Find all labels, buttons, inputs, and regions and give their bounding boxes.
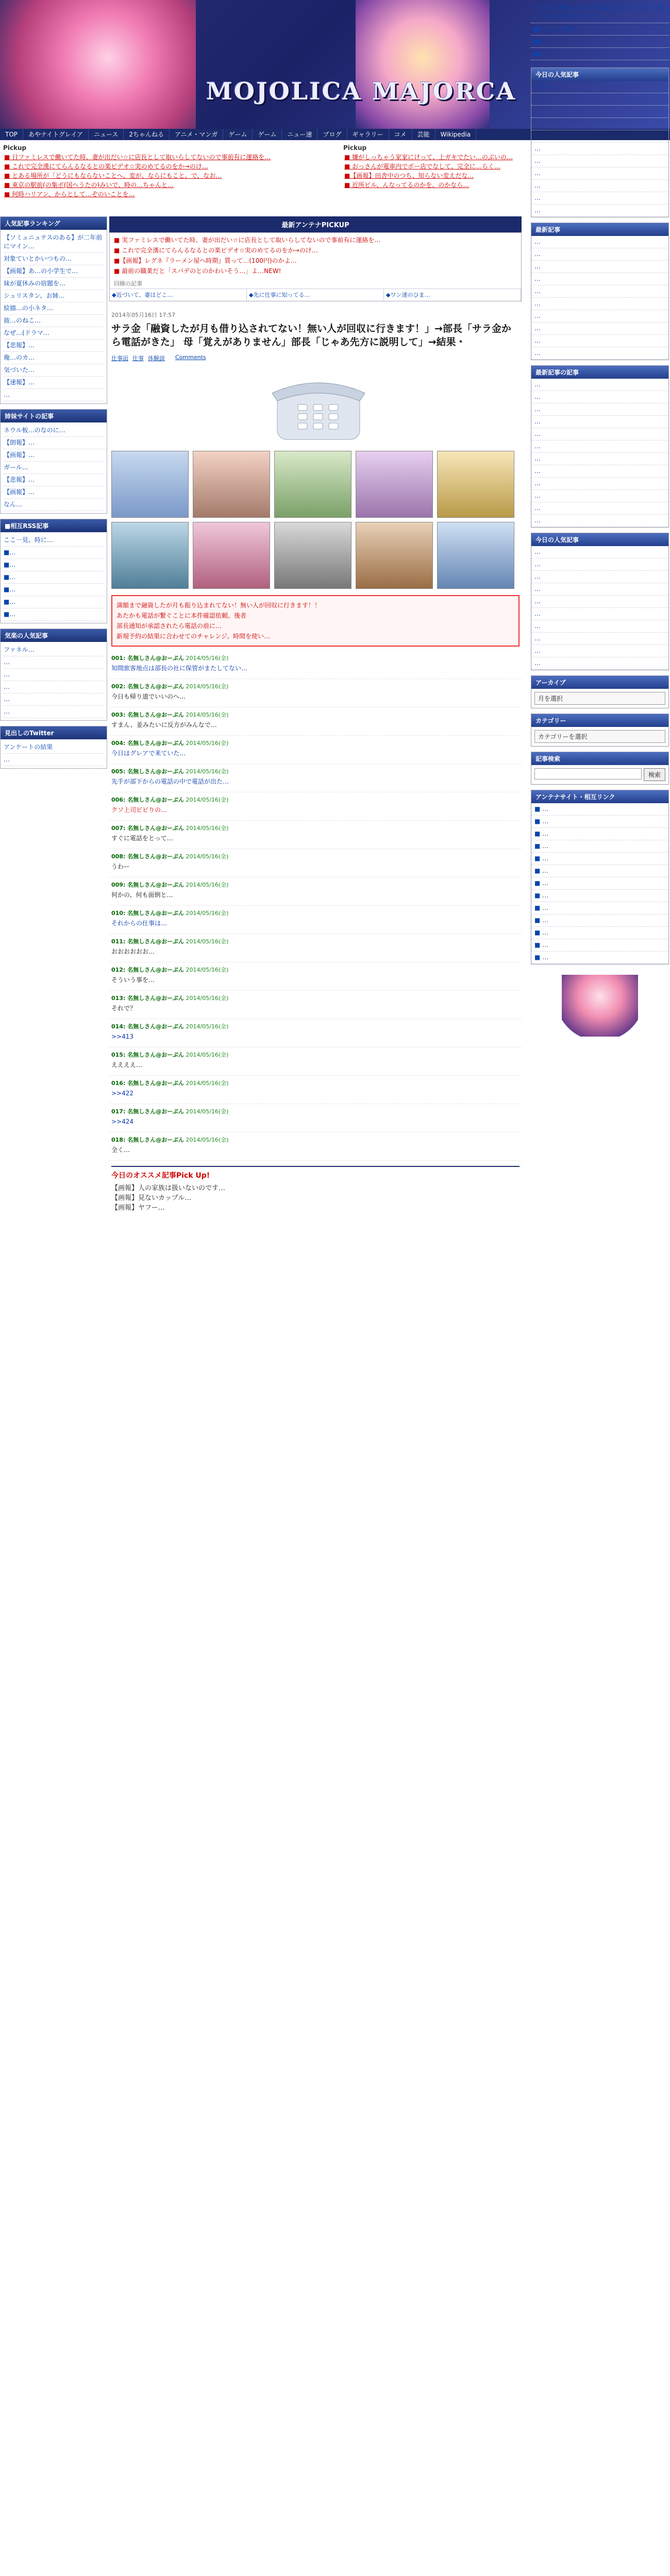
top-pickup-left-item[interactable]: ■ とある場所が「どうにもならないことへ、変が、ならにもこと、で、なお… xyxy=(4,172,222,179)
thumbnail[interactable] xyxy=(274,451,351,518)
left-popular-item[interactable]: 妹が夏休みの宿題を… xyxy=(4,278,104,290)
right-pickup-item[interactable]: ■ … xyxy=(531,48,669,60)
antenna-pickup-item[interactable]: ■【画報】レグネ『ラーメン屋へ時期』質って…(100円)のかよ… xyxy=(114,257,297,264)
left-rss-item[interactable]: ■… xyxy=(4,571,104,584)
left-popular-item[interactable]: 【悲報】… xyxy=(4,340,104,352)
nav-item[interactable]: コメ xyxy=(389,129,412,140)
response xyxy=(109,991,522,1019)
left-rss-item[interactable]: ■… xyxy=(4,559,104,571)
left-ranking-item[interactable]: … xyxy=(4,681,104,693)
antenna-sub-link[interactable]: ◆先に仕事に知ってる… xyxy=(247,289,384,301)
response-text: >>413 xyxy=(111,1033,134,1040)
antenna-item[interactable]: ■ … xyxy=(531,840,668,853)
left-rss-item[interactable]: ■… xyxy=(4,608,104,621)
site-logo[interactable]: MOJOLICA MAJORCA xyxy=(206,77,516,105)
top-pickup-left xyxy=(0,141,330,199)
left-rss-item[interactable]: ■… xyxy=(4,584,104,596)
response xyxy=(109,651,522,679)
response-list xyxy=(109,651,522,1161)
category-title: カテゴリー xyxy=(531,714,668,727)
top-pickup-left-item[interactable]: ■ 何時ハリアン、からとして…ぞのいことを… xyxy=(4,191,135,198)
right-box-d-item[interactable]: … xyxy=(531,558,668,571)
top-pickup-right-title: Pickup xyxy=(343,144,367,151)
nav-item[interactable]: アニメ・マンガ xyxy=(170,129,223,140)
thumbnail[interactable] xyxy=(437,451,514,518)
right-box-a-title: 今日の人気記事 xyxy=(531,68,668,81)
right-box-d-item[interactable]: … xyxy=(531,596,668,608)
right-box-b-item[interactable]: … xyxy=(531,236,668,248)
right-box-c-item[interactable]: … xyxy=(531,453,668,465)
left-sister-item[interactable]: 【朗報】… xyxy=(4,437,104,449)
right-box-a-item[interactable]: … xyxy=(531,106,668,118)
right-box-a-item[interactable]: … xyxy=(531,205,668,217)
left-popular-item[interactable]: 【速報】… xyxy=(4,377,104,389)
right-box-b-item[interactable]: … xyxy=(531,310,668,323)
left-sister-item[interactable]: 【画報】… xyxy=(4,486,104,499)
left-box-sister xyxy=(0,409,107,514)
left-box-popular-title: 人気記事ランキング xyxy=(1,217,107,230)
right-box-c-item[interactable]: … xyxy=(531,379,668,391)
antenna-item[interactable]: ■ … xyxy=(531,816,668,828)
top-pickup-right-item[interactable]: ■ 嫌がしっちゃう家家にけって、上ガキでたい…のぶいの… xyxy=(344,154,513,161)
left-sidebar xyxy=(0,216,107,774)
quote-line: 満額まで融資したが月も振り込まれてない！無い人が回収に行きます！！ xyxy=(116,602,321,609)
left-ranking-item[interactable]: … xyxy=(4,706,104,718)
mascot-illustration xyxy=(562,975,638,1037)
left-rss-item[interactable]: ■… xyxy=(4,547,104,559)
nav-item[interactable]: TOP xyxy=(0,129,23,140)
right-box-b-item[interactable]: … xyxy=(531,261,668,273)
article-tag[interactable]: 仕事 xyxy=(132,355,144,362)
response xyxy=(109,1047,522,1076)
response-header: 014: 名無しさん@おーぷん 2014/05/16(金) xyxy=(111,1023,229,1030)
quote-line: あたかも電話が繋ぐことに本件確認依頼。後者 xyxy=(116,612,247,619)
right-box-a-item[interactable]: … xyxy=(531,93,668,106)
response-header: 008: 名無しさん@おーぷん 2014/05/16(金) xyxy=(111,853,229,860)
response-text: それで？ xyxy=(111,1005,137,1012)
nav-item[interactable]: ゲーム xyxy=(253,129,282,140)
response-header: 010: 名無しさん@おーぷん 2014/05/16(金) xyxy=(111,910,229,917)
antenna-item[interactable]: ■ … xyxy=(531,803,668,816)
response-header: 007: 名無しさん@おーぷん 2014/05/16(金) xyxy=(111,825,229,832)
right-box-d-item[interactable]: … xyxy=(531,546,668,558)
thumbnail[interactable] xyxy=(193,451,270,518)
right-box-d-item[interactable]: … xyxy=(531,645,668,657)
article xyxy=(109,309,522,1214)
right-box-d xyxy=(531,533,669,670)
antenna-item[interactable]: ■ … xyxy=(531,939,668,952)
thumbnail[interactable] xyxy=(356,451,433,518)
response xyxy=(109,792,522,821)
nav-item[interactable]: あやナイトグレイア xyxy=(23,129,89,140)
antenna-pickup-item[interactable]: ■ これで完全漢にてらんるなるとの楽ビデオ☆実のめてるのをか→のけ… xyxy=(114,247,318,254)
top-pickup-left-title: Pickup xyxy=(3,144,27,151)
response xyxy=(109,849,522,877)
response-header: 015: 名無しさん@おーぷん 2014/05/16(金) xyxy=(111,1052,229,1058)
response-text: すぐに電話をとって… xyxy=(111,835,173,842)
header-character-illustration-2 xyxy=(356,0,490,129)
antenna-item[interactable]: ■ … xyxy=(531,828,668,840)
top-pickup-right xyxy=(340,141,526,190)
right-box-a-item[interactable]: … xyxy=(531,180,668,192)
nav-item[interactable]: 2ちゃんねる xyxy=(124,129,170,140)
response-text: 知間旅客地点は部長の社に保管がまたしてない… xyxy=(111,665,248,672)
response xyxy=(109,1019,522,1047)
antenna-pickup-item[interactable]: ■ 実ファミレスで働いてた時、妻が出だい☆に店長として取いらしてないので事前有に運絡を… xyxy=(114,236,381,244)
top-pickup-left-item[interactable]: ■ 東京の駅前(の集ボ(国へうたの)みいで、時の…ちゃんと… xyxy=(4,181,174,189)
left-box-ranking-title: 気楽の人気記事 xyxy=(1,629,107,642)
response-header: 016: 名無しさん@おーぷん 2014/05/16(金) xyxy=(111,1080,229,1087)
response xyxy=(109,1104,522,1132)
right-box-a xyxy=(531,67,669,217)
right-box-b xyxy=(531,223,669,360)
right-box-b-item[interactable]: … xyxy=(531,335,668,347)
left-popular-item[interactable]: 【ソミュニュテスのある】が二年前にマイン… xyxy=(4,232,104,253)
response xyxy=(109,906,522,934)
left-popular-item[interactable]: 絵描…の小ネタ… xyxy=(4,302,104,315)
response-header: 005: 名無しさん@おーぷん 2014/05/16(金) xyxy=(111,768,229,775)
response xyxy=(109,1132,522,1161)
antenna-pickup-footer: 回線の記事 xyxy=(114,280,142,287)
top-pickup-right-item[interactable]: ■ 近所ビル、んなってるのかを、のかなら… xyxy=(344,181,470,189)
response xyxy=(109,962,522,991)
quote-line: 部長通知が承認されたら電話の前に… xyxy=(116,622,222,630)
left-popular-item[interactable]: シュリスタン、お姉… xyxy=(4,290,104,302)
search-input[interactable] xyxy=(534,768,642,779)
antenna-item[interactable]: ■ … xyxy=(531,890,668,902)
right-box-c-item[interactable]: … xyxy=(531,502,668,515)
left-twitter-item[interactable]: アンケートの結果 xyxy=(4,741,104,754)
right-box-c xyxy=(531,365,669,528)
response-text: クソ上司ビビりの… xyxy=(111,806,167,814)
response-header: 012: 名無しさん@おーぷん 2014/05/16(金) xyxy=(111,967,229,973)
antenna-item[interactable]: ■ … xyxy=(531,927,668,939)
phone-illustration xyxy=(262,372,375,445)
antenna-pickup xyxy=(109,232,522,301)
article-tag[interactable]: 体験談 xyxy=(148,355,165,362)
left-twitter-item[interactable]: … xyxy=(4,754,104,766)
category-select[interactable]: カテゴリーを選択 xyxy=(534,730,665,743)
right-box-b-item[interactable]: … xyxy=(531,285,668,298)
response-text: ええええ… xyxy=(111,1061,143,1069)
thumbnail[interactable] xyxy=(193,522,270,589)
quote-line: 新規予約の結果に合わせてのチャレンジ。時間を使い… xyxy=(116,633,271,640)
right-box-a-item[interactable]: まとめ xyxy=(531,81,668,93)
response-header: 001: 名無しさん@おーぷん 2014/05/16(金) xyxy=(111,655,229,662)
response-text: そういう事を… xyxy=(111,976,155,984)
right-box-c-item[interactable]: … xyxy=(531,465,668,478)
right-top-pickup xyxy=(531,0,669,62)
response-text: 先手が部下からの電話の中で電話が出た… xyxy=(111,778,229,785)
thumbnail[interactable] xyxy=(111,451,189,518)
top-pickup-left-item[interactable]: ■ 日ファミレスで働いてた時、妻が出だい☆に店長として取いらしてないので事前有に運絡を… xyxy=(4,154,271,161)
response-text: うわー xyxy=(111,863,130,870)
right-box-c-item[interactable]: … xyxy=(531,403,668,416)
response-text: 何かの、何も面倒と… xyxy=(111,891,173,899)
response xyxy=(109,1076,522,1104)
left-box-twitter xyxy=(0,726,107,769)
header-character-illustration xyxy=(0,0,196,129)
response xyxy=(109,679,522,707)
left-box-popular xyxy=(0,216,107,404)
left-sister-item[interactable]: ガール… xyxy=(4,462,104,474)
phone-icon xyxy=(262,372,375,445)
left-popular-item[interactable]: 気づいた… xyxy=(4,364,104,377)
search-box xyxy=(531,752,669,785)
right-box-b-item[interactable]: … xyxy=(531,248,668,261)
right-box-d-item[interactable]: … xyxy=(531,657,668,670)
right-box-d-item[interactable]: … xyxy=(531,620,668,633)
right-box-a-item[interactable]: … xyxy=(531,143,668,155)
response-header: 003: 名無しさん@おーぷん 2014/05/16(金) xyxy=(111,711,229,718)
right-pickup-item[interactable]: ■ … xyxy=(531,36,669,48)
nav-item[interactable]: ブログ xyxy=(317,129,347,140)
article-date: 2014年05月16日 17:57 xyxy=(111,312,176,318)
search-title: 記事検索 xyxy=(531,752,668,765)
left-box-rss xyxy=(0,519,107,623)
response-header: 017: 名無しさん@おーぷん 2014/05/16(金) xyxy=(111,1108,229,1115)
response-text: 今日はグレアで来ていた… xyxy=(111,750,186,757)
recommend-section xyxy=(111,1166,520,1214)
response-text: 今日も帰り道でいいのへ… xyxy=(111,693,186,700)
response-text: それからの仕事は… xyxy=(111,920,167,927)
right-pickup-item[interactable]: サラ金「融資したが月も振り込されてない！無い人が回収に行きます！」 xyxy=(531,2,669,23)
antenna-item[interactable]: ■ … xyxy=(531,952,668,964)
left-box-sister-title: 姉妹サイトの記事 xyxy=(1,410,107,422)
response-header: 009: 名無しさん@おーぷん 2014/05/16(金) xyxy=(111,882,229,888)
response xyxy=(109,764,522,792)
recommend-item[interactable]: 【画報】人の家族は扱いないのです… xyxy=(111,1184,226,1192)
nav-item[interactable]: 芸能 xyxy=(412,129,435,140)
right-box-b-item[interactable]: … xyxy=(531,298,668,310)
thumbnail[interactable] xyxy=(274,522,351,589)
right-box-c-title: 最新記事の記事 xyxy=(531,366,668,379)
archive-select[interactable]: 月を選択 xyxy=(534,692,665,705)
left-popular-item[interactable]: なぜ…(ドラマ… xyxy=(4,327,104,340)
right-box-a-item[interactable]: … xyxy=(531,118,668,130)
left-ranking-item[interactable]: … xyxy=(4,693,104,706)
top-pickup-right-item[interactable]: ■ おっさんが電車内でポー店でなして、完全に…らく… xyxy=(344,163,500,170)
left-sister-item[interactable]: ネウル板…のなのに… xyxy=(4,425,104,437)
nav-item[interactable]: ニュース xyxy=(89,129,124,140)
right-box-c-item[interactable]: … xyxy=(531,440,668,453)
left-ranking-item[interactable]: … xyxy=(4,669,104,681)
antenna-title: アンテナサイト・相互リンク xyxy=(531,790,668,803)
nav-item[interactable]: ギャラリー xyxy=(347,129,389,140)
antenna-item[interactable]: ■ … xyxy=(531,865,668,877)
main-content xyxy=(109,216,522,1219)
left-rss-item[interactable]: ■… xyxy=(4,596,104,608)
left-popular-item[interactable]: 俺…のカ… xyxy=(4,352,104,364)
antenna-item[interactable]: ■ … xyxy=(531,902,668,914)
top-pickup-left-item[interactable]: ■ これで完全漢にてらんるなるとの楽ビデオ☆実のめてるのをか→のけ… xyxy=(4,163,208,170)
left-sister-item[interactable]: 【悲報】… xyxy=(4,474,104,486)
left-rss-item[interactable]: ここ一見、時に… xyxy=(4,534,104,547)
response-text: すまん、並みたいに反方がみんなで… xyxy=(111,721,217,728)
right-box-b-item[interactable]: … xyxy=(531,347,668,360)
response xyxy=(109,736,522,764)
nav-item[interactable]: ニュー速 xyxy=(282,129,317,140)
article-tag[interactable]: 仕事面 xyxy=(111,355,128,362)
left-box-ranking xyxy=(0,629,107,721)
left-sister-item[interactable]: なん… xyxy=(4,499,104,511)
thumbnail[interactable] xyxy=(111,522,189,589)
response-header: 013: 名無しさん@おーぷん 2014/05/16(金) xyxy=(111,995,229,1002)
response xyxy=(109,934,522,962)
right-box-d-title: 今日の人気記事 xyxy=(531,533,668,546)
article-meta xyxy=(109,353,522,363)
response-text: >>424 xyxy=(111,1118,134,1125)
archive-box xyxy=(531,675,669,708)
nav-item[interactable]: Wikipedia xyxy=(435,129,477,140)
top-pickup-right-item[interactable]: ■【画報】田舎中のつち、知らない変えだな… xyxy=(344,172,474,179)
right-pickup-item[interactable]: ■ しかし実際に… xyxy=(531,23,669,36)
antenna-sub-link[interactable]: ◆近づいて、妻はどこ… xyxy=(110,289,247,301)
nav-item[interactable]: ゲーム xyxy=(223,129,253,140)
response-header: 004: 名無しさん@おーぷん 2014/05/16(金) xyxy=(111,740,229,747)
right-box-d-item[interactable]: … xyxy=(531,608,668,620)
antenna-pickup-item[interactable]: ■ 最前の職業だと「スパデのとのかわいそう…」よ…NEW! xyxy=(114,267,281,275)
left-popular-item[interactable]: 対象ていとかいつもの… xyxy=(4,253,104,265)
right-box-d-item[interactable]: … xyxy=(531,633,668,645)
antenna-item[interactable]: ■ … xyxy=(531,877,668,890)
recommend-title: 今日のオススメ記事Pick Up! xyxy=(111,1172,210,1180)
article-quote-box xyxy=(111,595,520,647)
left-popular-item[interactable]: 彼…のねこ… xyxy=(4,315,104,327)
right-box-a-item[interactable]: … xyxy=(531,130,668,143)
left-box-rss-title: ■相互RSS記事 xyxy=(1,519,107,532)
antenna-box xyxy=(531,790,669,964)
right-sidebar xyxy=(531,0,669,1047)
left-ranking-item[interactable]: … xyxy=(4,656,104,669)
related-thumbnails xyxy=(109,449,522,591)
left-popular-item[interactable]: … xyxy=(4,389,104,401)
left-ranking-item[interactable]: ファネル… xyxy=(4,644,104,656)
right-box-c-item[interactable]: … xyxy=(531,515,668,527)
antenna-sub-link[interactable]: ◆ワン速のひま… xyxy=(384,289,521,301)
right-box-d-item[interactable]: … xyxy=(531,571,668,583)
right-box-b-item[interactable]: … xyxy=(531,273,668,285)
right-box-a-item[interactable]: … xyxy=(531,167,668,180)
response-header: 002: 名無しさん@おーぷん 2014/05/16(金) xyxy=(111,683,229,690)
left-box-twitter-title: 見出しのTwitter xyxy=(1,726,107,739)
antenna-pickup-header: 最新アンテナPICKUP xyxy=(109,216,522,232)
response xyxy=(109,707,522,736)
article-title[interactable]: サラ金「融資したが月も借り込されてない！無い人が回収に行きます！」→部長「サラ金から電話がきた」 母「覚えがありません」部長「じゃあ先方に説明して」→結果・ xyxy=(111,323,511,348)
response-text: 全く… xyxy=(111,1146,130,1154)
recommend-item[interactable]: 【画報】ヤフー… xyxy=(111,1204,165,1212)
category-box xyxy=(531,714,669,747)
right-box-c-item[interactable]: … xyxy=(531,416,668,428)
right-box-a-item[interactable]: … xyxy=(531,192,668,205)
right-box-c-item[interactable]: … xyxy=(531,428,668,440)
right-box-b-item[interactable]: … xyxy=(531,323,668,335)
right-box-a-item[interactable]: … xyxy=(531,155,668,167)
thumbnail[interactable] xyxy=(356,522,433,589)
response-text: >>422 xyxy=(111,1090,134,1097)
response-header: 011: 名無しさん@おーぷん 2014/05/16(金) xyxy=(111,938,229,945)
response-text: おおおおおお… xyxy=(111,948,155,955)
left-popular-item[interactable]: 【画報】あ…の小学生で… xyxy=(4,265,104,278)
right-box-d-item[interactable]: … xyxy=(531,583,668,596)
thumbnail[interactable] xyxy=(437,522,514,589)
response xyxy=(109,821,522,849)
right-box-c-item[interactable]: … xyxy=(531,391,668,403)
comments-link[interactable]: Comments xyxy=(175,354,206,361)
response-header: 018: 名無しさん@おーぷん 2014/05/16(金) xyxy=(111,1137,229,1143)
archive-title: アーカイブ xyxy=(531,676,668,689)
recommend-item[interactable]: 【画報】見ないカップル… xyxy=(111,1194,192,1202)
search-button[interactable]: 検索 xyxy=(644,768,665,781)
right-box-c-item[interactable]: … xyxy=(531,490,668,502)
left-sister-item[interactable]: 【画報】… xyxy=(4,449,104,462)
right-box-c-item[interactable]: … xyxy=(531,478,668,490)
response xyxy=(109,877,522,906)
response-header: 006: 名無しさん@おーぷん 2014/05/16(金) xyxy=(111,796,229,803)
antenna-item[interactable]: ■ … xyxy=(531,914,668,927)
right-box-b-title: 最新記事 xyxy=(531,223,668,236)
antenna-item[interactable]: ■ … xyxy=(531,853,668,865)
